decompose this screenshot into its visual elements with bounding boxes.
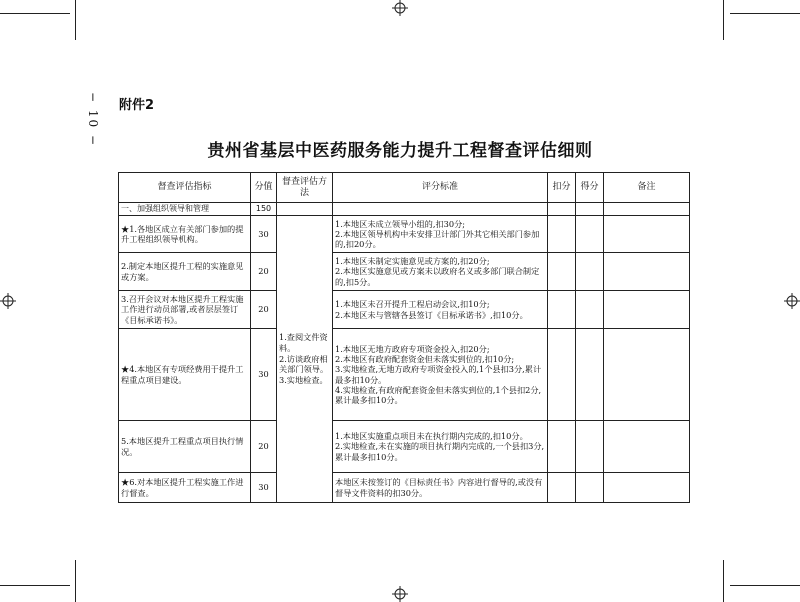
method-cell [277,216,333,503]
crop-mark [75,0,76,40]
table-row [119,216,690,253]
indicator-cell: 3.召开会议对本地区提升工程实施工作进行动员部署,或者层层签订《目标承诺书》。 [119,291,251,329]
deduction-cell [548,216,576,253]
section-row [119,203,690,216]
remarks-cell [604,473,690,503]
deduction-cell [548,329,576,421]
header-method: 督查评估方法 [277,173,333,203]
crop-mark [730,585,800,586]
crop-mark [75,560,76,602]
indicator-cell: 5.本地区提升工程重点项目执行情况。 [119,421,251,473]
table-row [119,291,690,329]
indicator-cell: ★1.各地区成立有关部门参加的提升工程组织领导机构。 [119,216,251,253]
obtained-cell [576,291,604,329]
crop-mark [723,0,724,40]
header-obtained: 得分 [576,173,604,203]
score-cell: 30 [251,329,277,421]
remarks-cell [604,329,690,421]
registration-mark-icon [784,293,800,309]
section-score: 150 [251,203,277,216]
attachment-label: 附件2 [119,98,155,113]
header-remarks: 备注 [604,173,690,203]
method-line: 2.访谈政府相关部门领导。 [279,353,329,375]
criteria-cell: 1.本地区无地方政府专项资金投入,扣20分; 2.本地区有政府配套资金但未落实到位的,扣10分; 3.实地检查,无地方政府专项资金投入的,1个县扣3分,累计最多扣10分。 4.实地检查,有政府配套资金但未落实到位的,1个县扣2分,累计最多扣10分。 [333,329,548,421]
crop-mark [0,13,70,14]
obtained-cell [576,329,604,421]
table-row [119,253,690,291]
criteria-cell: 1.本地区未召开提升工程启动会议,扣10分; 2.本地区未与管辖各县签订《目标承诺书》,扣10分。 [333,291,548,329]
method-line: 1.查阅文件资料。 [279,332,328,354]
deduction-cell [548,291,576,329]
score-cell: 30 [251,473,277,503]
table-row [119,329,690,421]
header-indicator: 督查评估指标 [119,173,251,203]
criteria-cell: 1.本地区未成立领导小组的,扣30分; 2.本地区领导机构中未安排卫计部门外其它相关部门参加的,扣20分。 [333,216,548,253]
page-number: − 10 − [86,92,100,148]
obtained-cell [576,216,604,253]
deduction-cell [548,473,576,503]
obtained-cell [576,473,604,503]
crop-mark [723,560,724,602]
obtained-cell [576,421,604,473]
score-cell: 20 [251,253,277,291]
remarks-cell [604,291,690,329]
table-header-row [119,173,690,203]
score-cell: 20 [251,291,277,329]
registration-mark-icon [392,586,408,602]
criteria-cell: 本地区未按签订的《目标责任书》内容进行督导的,或没有督导文件资料的扣30分。 [333,473,548,503]
header-criteria: 评分标准 [333,173,548,203]
indicator-cell: ★6.对本地区提升工程实施工作进行督查。 [119,473,251,503]
obtained-cell [576,253,604,291]
header-deduction: 扣分 [548,173,576,203]
score-cell: 30 [251,216,277,253]
deduction-cell [548,253,576,291]
deduction-cell [548,421,576,473]
remarks-cell [604,253,690,291]
crop-mark [0,585,70,586]
score-cell: 20 [251,421,277,473]
page-title: 贵州省基层中医药服务能力提升工程督查评估细则 [207,141,593,161]
evaluation-table [118,172,690,503]
table-row [119,473,690,503]
section-label: 一、加强组织领导和管理 [119,203,251,216]
crop-mark [730,13,800,14]
header-score: 分值 [251,173,277,203]
registration-mark-icon [392,0,408,16]
indicator-cell: ★4.本地区有专项经费用于提升工程重点项目建设。 [119,329,251,421]
registration-mark-icon [0,293,16,309]
table-row [119,421,690,473]
criteria-cell: 1.本地区实施重点项目未在执行期内完成的,扣10分。 2.实地检查,未在实施的项目执行期内完成的,一个县扣3分,累计最多扣10分。 [333,421,548,473]
indicator-cell: 2.制定本地区提升工程的实施意见或方案。 [119,253,251,291]
remarks-cell [604,216,690,253]
method-line: 3.实地检查。 [279,374,328,385]
criteria-cell: 1.本地区未制定实施意见或方案的,扣20分; 2.本地区实施意见或方案未以政府名义或多部门联合制定的,扣5分。 [333,253,548,291]
remarks-cell [604,421,690,473]
